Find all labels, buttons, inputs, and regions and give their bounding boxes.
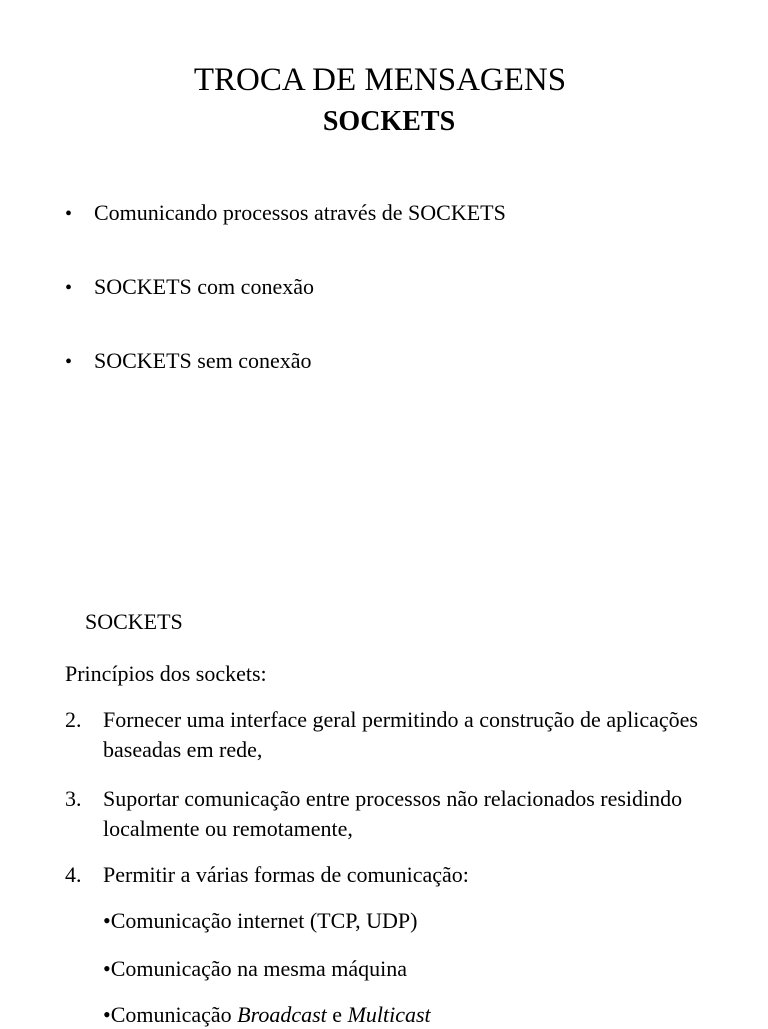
- slide-subtitle: SOCKETS: [322, 106, 456, 137]
- bullet-icon: •: [65, 351, 73, 373]
- bullet-item: [65, 199, 506, 228]
- bullet-item: [65, 347, 312, 376]
- sub-bullet-text: •Comunicação: [103, 1002, 238, 1027]
- bullet-text: SOCKETS sem conexão: [94, 348, 312, 373]
- item-text: Permitir a várias formas de comunicação:: [103, 862, 469, 887]
- numbered-item: [65, 784, 723, 844]
- item-number: 2.: [65, 707, 82, 732]
- broadcast-term: Broadcast: [237, 1002, 327, 1027]
- bullet-text: SOCKETS com conexão: [94, 274, 314, 299]
- bullet-text: Comunicando processos através de SOCKETS: [94, 200, 506, 225]
- numbered-item: [65, 705, 723, 765]
- connector-text: e: [326, 1002, 348, 1027]
- item-number: 4.: [65, 862, 82, 887]
- multicast-term: Multicast: [347, 1002, 431, 1027]
- bullet-icon: •: [65, 277, 73, 299]
- sub-bullet-item: [103, 1001, 431, 1029]
- bullet-icon: •: [65, 203, 73, 225]
- section-title: SOCKETS: [85, 609, 183, 634]
- item-number: 3.: [65, 786, 82, 811]
- bullet-item: [65, 273, 314, 302]
- slide-title: TROCA DE MENSAGENS: [193, 62, 567, 98]
- item-text: Fornecer uma interface geral permitindo a construção de aplicações baseadas em rede,: [103, 707, 698, 762]
- principles-heading: Princípios dos sockets:: [65, 661, 267, 686]
- sub-bullet-item: •Comunicação internet (TCP, UDP): [103, 908, 418, 933]
- sub-bullet-item: •Comunicação na mesma máquina: [103, 956, 407, 981]
- item-text: Suportar comunicação entre processos não relacionados residindo localmente ou remotamente,: [103, 786, 683, 841]
- numbered-item: [65, 860, 723, 890]
